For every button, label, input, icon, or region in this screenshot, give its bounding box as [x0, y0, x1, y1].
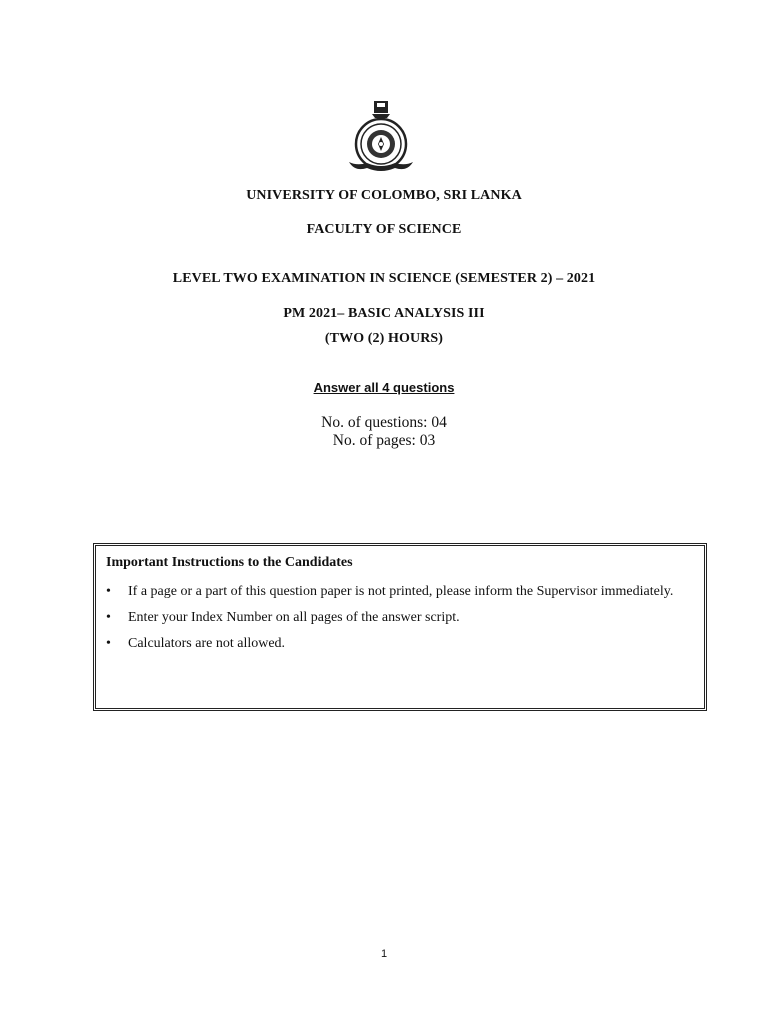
instructions-list — [96, 584, 704, 662]
instruction-item: • If a page or a part of this question paper is not printed, please inform the Supervisor immediately. — [128, 584, 694, 600]
page-number: 1 — [380, 948, 388, 960]
exam-title: LEVEL TWO EXAMINATION IN SCIENCE (SEMESTER 2) – 2021 — [172, 271, 596, 286]
answer-instruction: Answer all 4 questions — [313, 380, 455, 395]
course-title: PM 2021– BASIC ANALYSIS III — [283, 306, 485, 321]
exam-duration: (TWO (2) HOURS) — [324, 331, 444, 346]
instructions-title: Important Instructions to the Candidates — [106, 555, 353, 570]
page-count: No. of pages: 03 — [332, 432, 436, 449]
instructions-box — [93, 543, 707, 711]
instruction-item: • Calculators are not allowed. — [128, 636, 694, 652]
faculty-name: FACULTY OF SCIENCE — [306, 222, 462, 237]
university-crest-icon — [343, 100, 419, 176]
question-count: No. of questions: 04 — [321, 414, 447, 431]
university-name: UNIVERSITY OF COLOMBO, SRI LANKA — [246, 188, 522, 203]
instruction-item: • Enter your Index Number on all pages of the answer script. — [128, 610, 694, 626]
